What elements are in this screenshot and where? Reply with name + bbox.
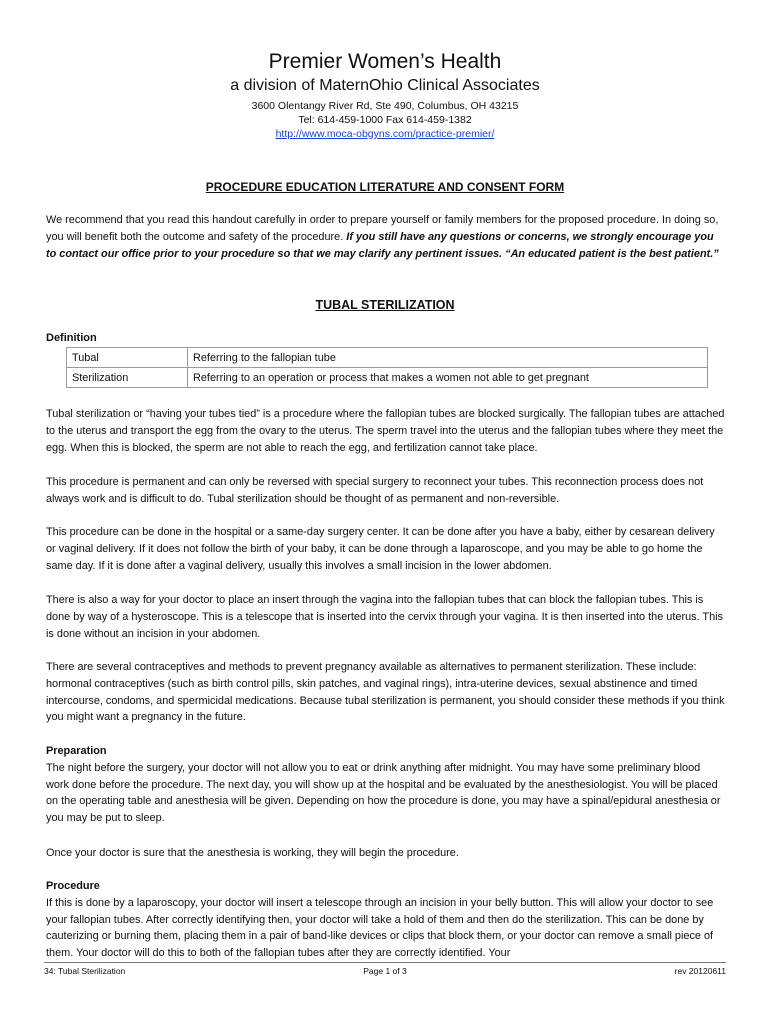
body-paragraph: This procedure is permanent and can only be reversed with special surgery to reconnect your tubes. This reconnection process does not always work and is difficult to do. Tubal sterilization should be thought of as permanent and non-reversible. [46, 476, 704, 505]
body-paragraph: There are several contraceptives and methods to prevent pregnancy available as alternatives to permanent sterilization. These include: hormonal contraceptives (such as birth control pills, skin patches, and vaginal rings), intra-uterine devices, sexual abstinence and timed intercourse, condoms, and spermicidal medications. Because tubal sterilization is permanent, you should consider these methods if you think you might want a pregnancy in the future. [46, 661, 725, 724]
organization-website-link[interactable]: http://www.moca-obgyns.com/practice-premier/ [275, 128, 495, 140]
preparation-followup: Once your doctor is sure that the anesthesia is working, they will begin the procedure. [46, 847, 459, 859]
organization-address: 3600 Olentangy River Rd, Ste 490, Columbus, OH 43215 [251, 100, 519, 112]
preparation-heading: Preparation [46, 745, 107, 757]
definition-heading: Definition [46, 332, 97, 344]
definition-meaning: Referring to the fallopian tube [188, 348, 708, 368]
footer-page-number: Page 1 of 3 [363, 966, 407, 976]
table-row [67, 348, 708, 368]
intro-emphasis: If you still have any questions or concerns, we strongly encourage you to contact our office prior to your procedure so that we may clarify any pertinent issues. “An educated patient is the best patient.” [46, 230, 719, 260]
footer-document-label: 34: Tubal Sterilization [44, 966, 126, 976]
body-paragraph: This procedure can be done in the hospital or a same-day surgery center. It can be done after you have a baby, either by cesarean delivery or vaginal delivery. If it does not follow the birth of your baby, it can be done through a laparoscope, and you may be able to go home the same day. If it is done after a vaginal delivery, usually this involves a small incision in the lower abdomen. [46, 526, 715, 572]
body-paragraph: Tubal sterilization or “having your tubes tied” is a procedure where the fallopian tubes are blocked surgically. The fallopian tubes are attached to the uterus and transport the egg from the ovary to the uterus. The sperm travel into the uterus and the fallopian tubes where they meet the egg. When this is blocked, the sperm are not able to reach the egg, and fertilization cannot take place. [46, 408, 725, 454]
definition-table [66, 347, 708, 388]
footer-revision: rev 20120611 [674, 966, 726, 976]
definition-term: Sterilization [67, 368, 188, 388]
section-title: TUBAL STERILIZATION [315, 298, 455, 312]
procedure-heading: Procedure [46, 880, 100, 892]
definition-meaning: Referring to an operation or process that makes a women not able to get pregnant [188, 368, 708, 388]
organization-division: a division of MaternOhio Clinical Associates [230, 77, 540, 94]
form-title: PROCEDURE EDUCATION LITERATURE AND CONSENT FORM [205, 180, 565, 194]
procedure-section [46, 878, 726, 962]
intro-text: We recommend that you read this handout carefully in order to prepare yourself or family members for the proposed procedure. In doing so, you will benefit both the outcome and safety of the procedure. [46, 214, 719, 243]
intro-paragraph [46, 212, 726, 262]
preparation-section [46, 743, 726, 827]
organization-phone: Tel: 614-459-1000 Fax 614-459-1382 [298, 114, 472, 126]
table-row [67, 368, 708, 388]
preparation-text: The night before the surgery, your doctor will not allow you to eat or drink anything after midnight. You may have some preliminary blood work done before the procedure. The next day, you will show up at the hospital and be evaluated by the anesthesiologist. You will be placed on the operating table and anesthesia will be given. Depending on how the procedure is done, you may have a spinal/epidural anesthesia or you may be put to sleep. [46, 761, 721, 825]
page-footer [44, 962, 726, 980]
procedure-text: If this is done by a laparoscopy, your doctor will insert a telescope through an incision in your belly button. This will allow your doctor to see your fallopian tubes. After correctly identifying then, your doctor will take a hold of them and then do the sterilization. This can be done by cauterizing or burning them, placing them in a pair of band-like devices or clips that block them, or your doctor can remove a small piece of them. Your doctor will do this to both of the fallopian tubes after they are correctly identified. Your [46, 896, 714, 960]
organization-name: Premier Women’s Health [268, 50, 502, 73]
definition-term: Tubal [67, 348, 188, 368]
body-paragraph: There is also a way for your doctor to place an insert through the vagina into the fallopian tubes that can block the fallopian tubes. This is done by way of a hysteroscope. This is a telescope that is inserted into the cervix through your vagina. It is then inserted into the uterus. This is done without an incision in your abdomen. [46, 594, 724, 640]
